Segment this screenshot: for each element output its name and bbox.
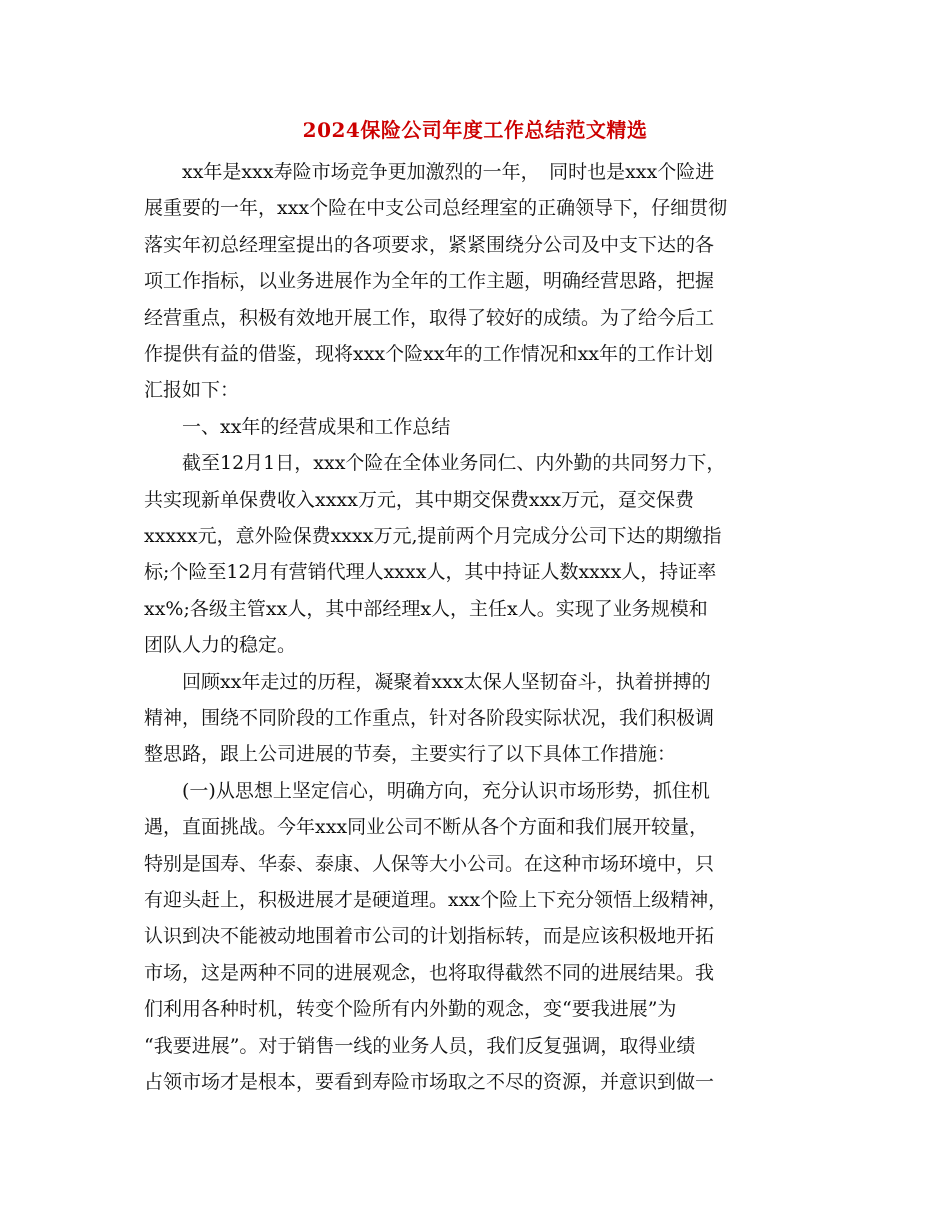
document-text-line: 落实年初总经理室提出的各项要求，紧紧围绕分公司及中支下达的各 [144,233,715,256]
document-text-line: 经营重点，积极有效地开展工作，取得了较好的成绩。为了给今后工 [144,306,715,329]
document-text-line: 整思路，跟上公司进展的节奏，主要实行了以下具体工作措施： [144,743,677,766]
document-text-line: 展重要的一年，xxx个险在中支公司总经理室的正确领导下，仔细贯彻 [144,197,728,220]
document-text-line: 精神，围绕不同阶段的工作重点，针对各阶段实际状况，我们积极调 [144,707,715,729]
document-title: 2024保险公司年度工作总结范文精选 [302,118,648,142]
document-text-line: 作提供有益的借鉴，现将xxx个险xx年的工作情况和xx年的工作计划 [144,343,714,365]
document-text-line: 一、xx年的经营成果和工作总结 [144,415,451,438]
document-text-line: 有迎头赶上，积极进展才是硬道理。xxx个险上下充分领悟上级精神， [144,889,728,911]
document-text-line: 项工作指标，以业务进展作为全年的工作主题，明确经营思路，把握 [144,270,715,293]
document-text-line: 认识到决不能被动地围着市公司的计划指标转，而是应该积极地开拓 [144,925,715,948]
document-text-line: 共实现新单保费收入xxxx万元，其中期交保费xxx万元，趸交保费 [144,488,695,511]
document-text-line: (一)从思想上坚定信心，明确方向，充分认识市场形势，抓住机 [144,779,710,802]
document-text-line: xxxxx元，意外险保费xxxx万元,提前两个月完成分公司下达的期缴指 [144,525,722,547]
document-text-line: 回顾xx年走过的历程，凝聚着xxx太保人坚韧奋斗，执着拼搏的 [144,670,711,693]
document-text-line: 特别是国寿、华泰、泰康、人保等大小公司。在这种市场环境中，只 [144,852,715,875]
document-text-line: “我要进展”。对于销售一线的业务人员，我们反复强调，取得业绩 [144,1034,696,1057]
document-text-line: 标;个险至12月有营销代理人xxxx人，其中持证人数xxxx人，持证率 [144,561,717,584]
document-text-line: 们利用各种时机，转变个险所有内外勤的观念，变“要我进展”为 [144,998,677,1021]
document-text-line: xx%;各级主管xx人，其中部经理x人，主任x人。实现了业务规模和 [144,597,708,620]
document-text-line: 汇报如下： [144,379,240,402]
document-text-line: 遇，直面挑战。今年xxx同业公司不断从各个方面和我们展开较量， [144,816,709,839]
document-text-line: 占领市场才是根本，要看到寿险市场取之不尽的资源，并意识到做一 [144,1071,715,1093]
document-text-line: 团队人力的稳定。 [144,634,297,657]
document-text-line: 市场，这是两种不同的进展观念，也将取得截然不同的进展结果。我 [144,961,715,984]
document-text-line: xx年是xxx寿险市场竞争更加激烈的一年， 同时也是xxx个险进 [144,161,715,183]
document-text-line: 截至12月1日，xxx个险在全体业务同仁、内外勤的共同努力下， [144,452,726,475]
